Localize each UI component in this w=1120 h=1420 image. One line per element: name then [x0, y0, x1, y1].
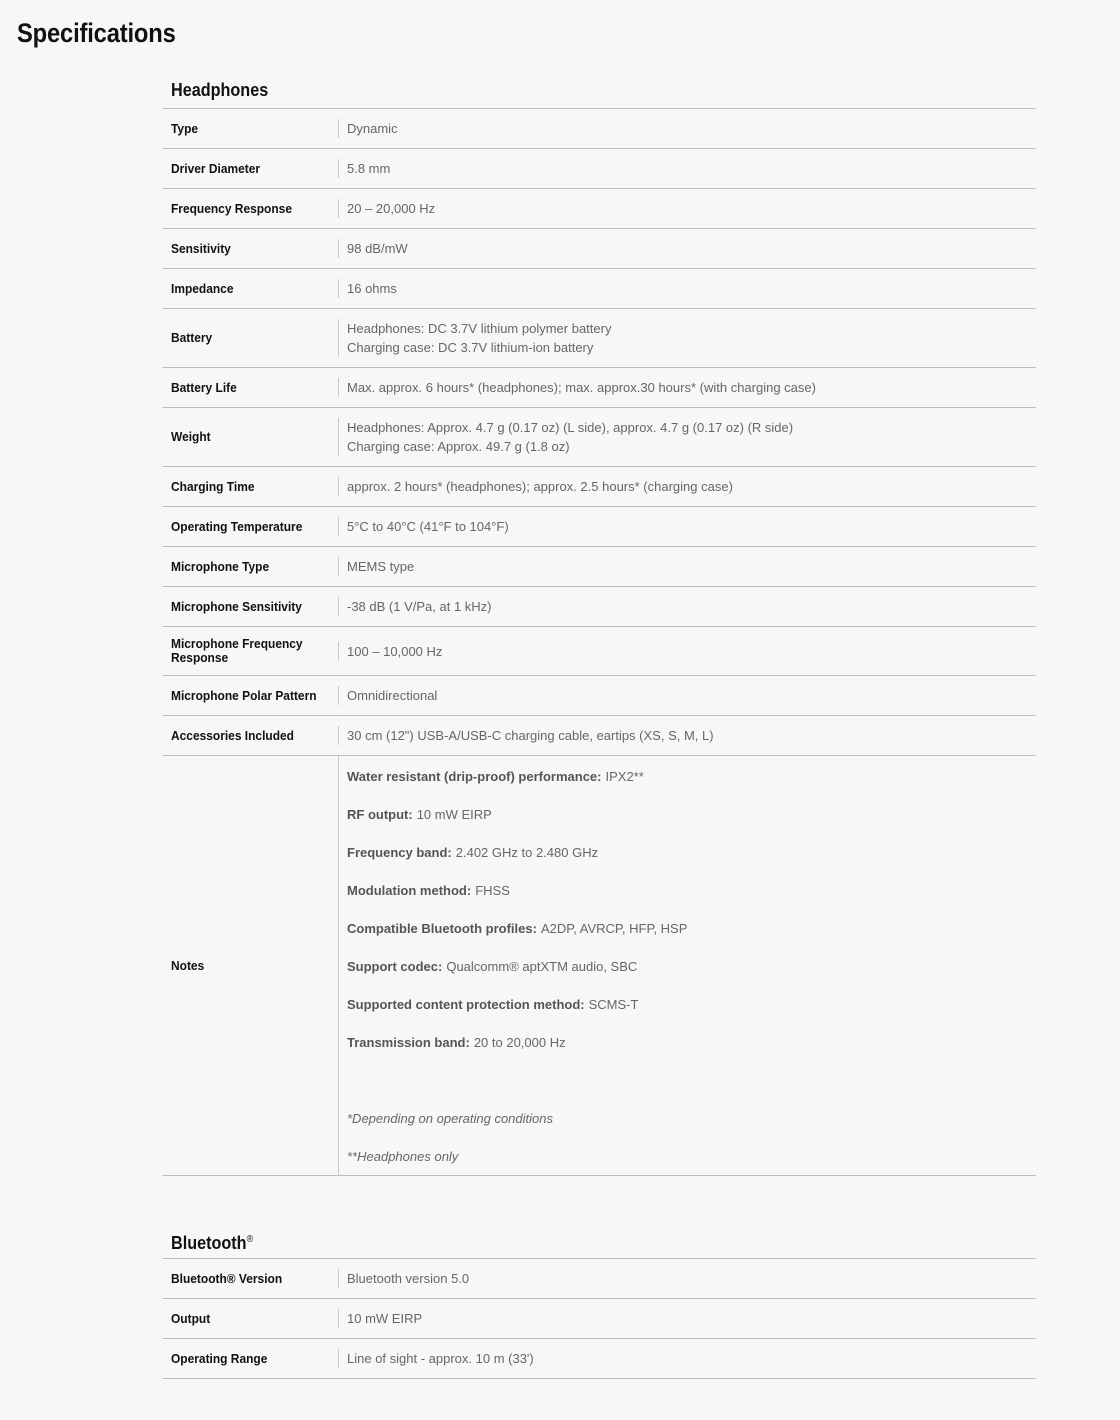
spec-row-sensitivity: [163, 229, 1036, 269]
spec-label: Frequency Response: [171, 200, 292, 216]
spec-label: Microphone Frequency Response: [171, 636, 303, 665]
spec-row-microphone-frequency-response: [163, 627, 1036, 676]
note-item: Frequency band: 2.402 GHz to 2.480 GHz: [347, 845, 599, 860]
spec-row-bluetooth-version: [163, 1259, 1036, 1299]
spec-row-operating-range: [163, 1339, 1036, 1379]
section-title-headphones: Headphones: [163, 72, 1036, 109]
section-title-bluetooth: Bluetooth®: [163, 1222, 1036, 1259]
spec-label: Operating Temperature: [171, 518, 303, 534]
spec-value: 30 cm (12") USB-A/USB-C charging cable, eartips (XS, S, M, L): [347, 728, 714, 743]
spec-value: 5°C to 40°C (41°F to 104°F): [347, 519, 509, 534]
spec-label: Bluetooth® Version: [171, 1270, 283, 1286]
spec-value: Dynamic: [347, 121, 398, 136]
spec-value: 5.8 mm: [347, 161, 391, 176]
spec-label: Charging Time: [171, 478, 255, 494]
spec-row-notes: [163, 756, 1036, 1176]
note-item: RF output: 10 mW EIRP: [347, 807, 492, 822]
spec-row-charging-time: [163, 467, 1036, 507]
spec-label: Battery Life: [171, 379, 237, 395]
note-item: Supported content protection method: SCMS-T: [347, 997, 639, 1012]
spec-label: Microphone Polar Pattern: [171, 687, 317, 703]
spec-row-weight: [163, 408, 1036, 467]
spec-label: Output: [171, 1310, 211, 1326]
spec-value-line: Charging case: DC 3.7V lithium-ion battery: [347, 340, 594, 355]
spec-row-output: [163, 1299, 1036, 1339]
spec-row-impedance: [163, 269, 1036, 309]
spec-value: 20 – 20,000 Hz: [347, 201, 436, 216]
spec-label: Microphone Sensitivity: [171, 598, 302, 614]
spec-label: Type: [171, 120, 199, 136]
spec-value: Bluetooth version 5.0: [347, 1271, 470, 1286]
spec-label: Sensitivity: [171, 240, 231, 256]
spec-value-line: Charging case: Approx. 49.7 g (1.8 oz): [347, 439, 570, 454]
spec-row-battery: [163, 309, 1036, 368]
spec-value-line: Headphones: Approx. 4.7 g (0.17 oz) (L side), approx. 4.7 g (0.17 oz) (R side): [347, 420, 794, 435]
spec-label: Accessories Included: [171, 727, 294, 743]
spec-row-driver-diameter: [163, 149, 1036, 189]
note-item: Water resistant (drip-proof) performance: IPX2**: [347, 769, 644, 784]
note-item: Transmission band: 20 to 20,000 Hz: [347, 1035, 566, 1050]
footnote: **Headphones only: [347, 1149, 459, 1164]
spec-label: Battery: [171, 330, 213, 345]
spec-value: 98 dB/mW: [347, 241, 408, 256]
headphones-section: [163, 72, 1036, 1176]
footnote: *Depending on operating conditions: [347, 1111, 553, 1126]
spec-label: Notes: [171, 957, 205, 973]
spec-value: approx. 2 hours* (headphones); approx. 2.5 hours* (charging case): [347, 479, 733, 494]
spec-row-battery-life: [163, 368, 1036, 408]
page-title: Specifications: [17, 18, 176, 48]
note-item: Modulation method: FHSS: [347, 883, 510, 898]
spec-row-microphone-polar-pattern: [163, 676, 1036, 716]
spec-value: MEMS type: [347, 559, 415, 574]
spec-row-frequency-response: [163, 189, 1036, 229]
spec-value: Omnidirectional: [347, 688, 438, 703]
spec-row-microphone-type: [163, 547, 1036, 587]
note-item: Support codec: Qualcomm® aptXTM audio, SBC: [347, 959, 638, 974]
spec-value: 100 – 10,000 Hz: [347, 643, 443, 659]
spec-row-operating-temperature: [163, 507, 1036, 547]
spec-row-type: [163, 109, 1036, 149]
spec-label: Weight: [171, 429, 211, 444]
spec-label: Operating Range: [171, 1350, 268, 1366]
spec-value: -38 dB (1 V/Pa, at 1 kHz): [347, 599, 492, 614]
spec-value-line: Headphones: DC 3.7V lithium polymer battery: [347, 321, 612, 336]
spec-label: Driver Diameter: [171, 160, 261, 176]
spec-row-accessories-included: [163, 716, 1036, 756]
spec-value: Line of sight - approx. 10 m (33'): [347, 1351, 534, 1366]
spec-value: 10 mW EIRP: [347, 1311, 423, 1326]
spec-value: Max. approx. 6 hours* (headphones); max. approx.30 hours* (with charging case): [347, 380, 816, 395]
spec-label: Microphone Type: [171, 558, 270, 574]
spec-value: 16 ohms: [347, 281, 397, 296]
spec-row-microphone-sensitivity: [163, 587, 1036, 627]
bluetooth-section: [163, 1222, 1036, 1379]
note-item: Compatible Bluetooth profiles: A2DP, AVRCP, HFP, HSP: [347, 921, 688, 936]
spec-label: Impedance: [171, 280, 234, 296]
